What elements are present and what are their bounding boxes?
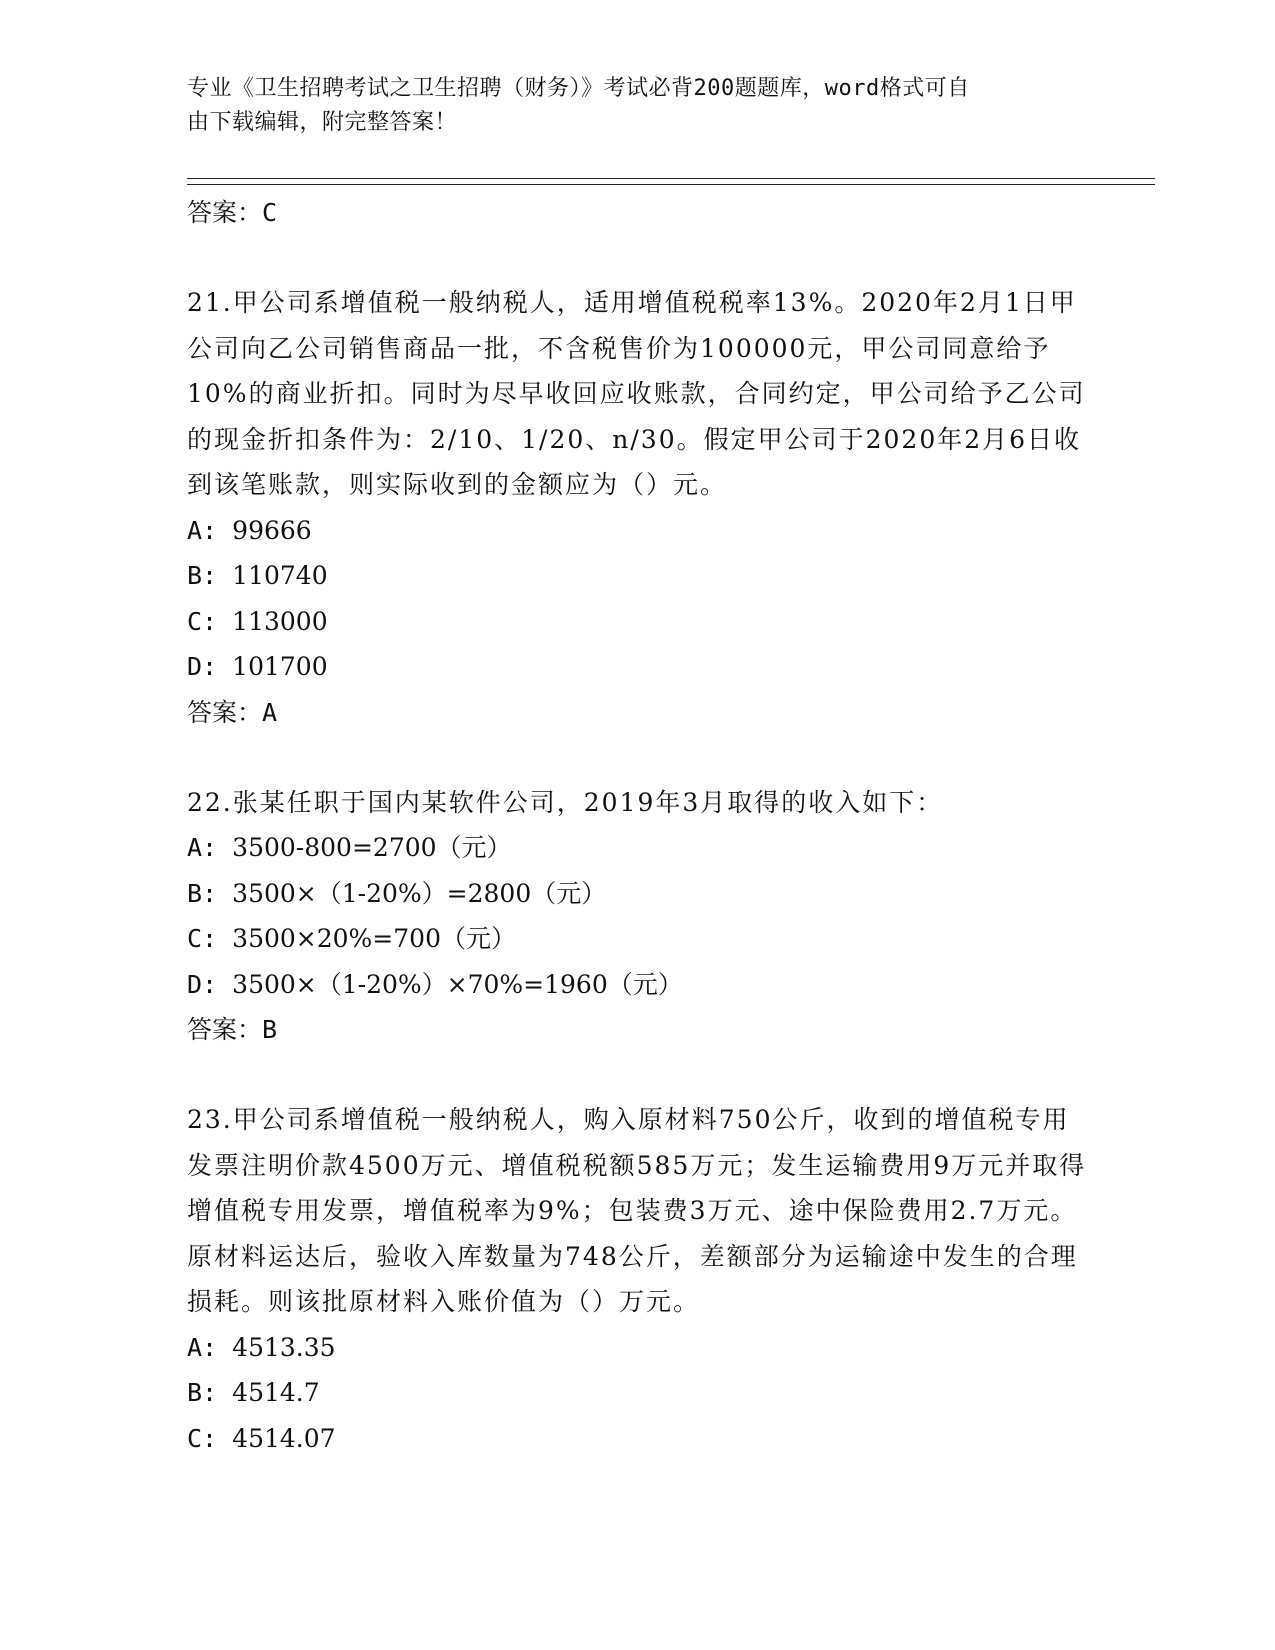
option-b: B: 4514.7 — [187, 1378, 320, 1407]
question-text: 23.甲公司系增值税一般纳税人，购入原材料750公斤，收到的增值税专用发票注明价款4500万元、增值税税额585万元；发生运输费用9万元并取得增值税专用发票，增值税率为9%；包装费3万元、途中保险费用2.7万元。原材料运达后，验收入库数量为748公斤，差额部分为运输途中发生的合理损耗。则该批原材料入账价值为（）万元。 — [187, 1105, 1087, 1316]
answer: 答案：A — [187, 697, 278, 727]
option-a: A: 99666 — [187, 515, 312, 545]
option-a: A: 4513.35 — [187, 1332, 336, 1362]
question-list — [187, 190, 1087, 1461]
option-d: D: 101700 — [187, 652, 328, 681]
question-23 — [187, 1097, 1087, 1461]
question-text: 21.甲公司系增值税一般纳税人，适用增值税税率13%。2020年2月1日甲公司向乙公司销售商品一批，不含税售价为100000元，甲公司同意给予10%的商业折扣。同时为尽早收回应收账款，合同约定，甲公司给予乙公司的现金折扣条件为：2/10、1/20、n/30。假定甲公司于2020年2月6日收到该笔账款，则实际收到的金额应为（）元。 — [187, 288, 1086, 499]
document-header — [187, 72, 1067, 140]
option-a: A: 3500-800=2700（元） — [187, 833, 512, 862]
question-21 — [187, 280, 1087, 735]
option-b: B: 3500×（1-20%）=2800（元） — [187, 878, 607, 908]
header-title-line-2: 由下载编辑，附完整答案！ — [187, 110, 458, 135]
previous-answer: 答案：C — [187, 198, 278, 227]
header-title-line-1: 专业《卫生招聘考试之卫生招聘（财务）》考试必背200题题库，word格式可自 — [187, 76, 970, 101]
question-text: 22.张某任职于国内某软件公司，2019年3月取得的收入如下： — [187, 787, 944, 817]
option-c: C: 3500×20%=700（元） — [187, 924, 516, 953]
answer: 答案：B — [187, 1015, 278, 1044]
option-b: B: 110740 — [187, 561, 328, 590]
question-22 — [187, 780, 1087, 1053]
option-c: C: 113000 — [187, 606, 328, 636]
option-d: D: 3500×（1-20%）×70%=1960（元） — [187, 969, 683, 999]
option-c: C: 4514.07 — [187, 1423, 336, 1453]
header-divider — [187, 178, 1155, 185]
